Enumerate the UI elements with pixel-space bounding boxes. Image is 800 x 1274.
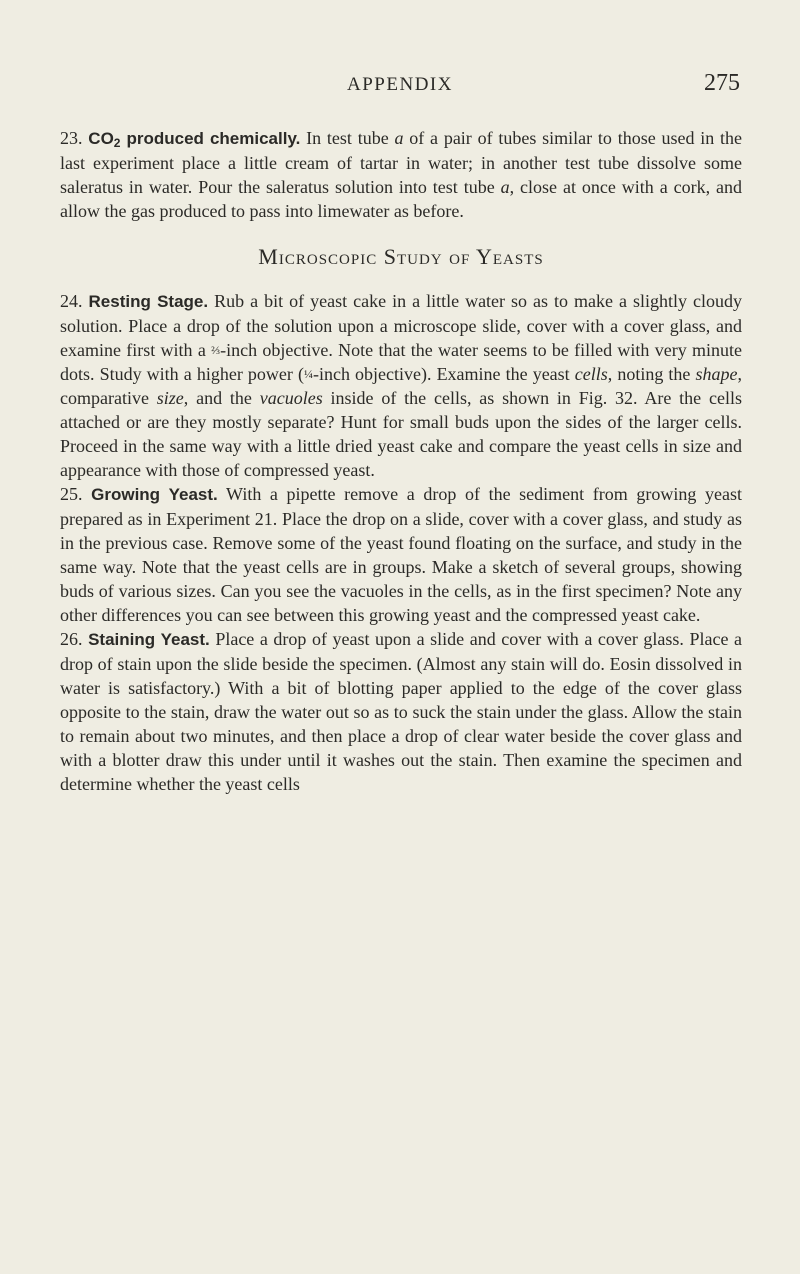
experiment-heading: Staining Yeast. [88,630,210,649]
experiment-heading: $CO_2$ produced chemically. [88,129,301,150]
experiment-number: 24. [60,291,83,311]
running-head [60,70,740,104]
experiment-text: In test tube a of a pair of tubes similar to those used in the last experiment place a little cream of tartar in water; in another test tube dissolve some saleratus in water. Pour the saleratus solution into test tube a, close at once with a cork, and allow the gas produced to pass into limewater as before. [60,128,743,221]
experiment-heading: Growing Yeast. [91,485,218,504]
body-text [60,126,742,796]
section-title: Microscopic Study of Yeasts [258,244,544,269]
experiment-number: 23. [60,128,83,148]
experiment-24 [60,289,742,482]
experiment-number: 26. [60,629,83,649]
experiment-25 [60,482,742,627]
running-head-title: APPENDIX [347,74,453,95]
experiment-23 [60,126,742,223]
experiment-text: Rub a bit of yeast cake in a little water so as to make a slightly cloudy solution. Place a drop of the solution upon a microscope slide, cover with a cover glass, and examine first with a ⅔-inch objective. Note that the water seems to be filled with very minute dots. Study with a higher power (¼-inch objective). Examine the yeast cells, noting the shape, comparative size, and the vacuoles inside of the cells, as shown in Fig. 32. Are the cells attached or are they mostly separate? Hunt for small buds upon the sides of the larger cells. Proceed in the same way with a little dried yeast cake and compare the yeast cells in size and appearance with those of compressed yeast. [60,291,743,480]
experiment-text: Place a drop of yeast upon a slide and cover with a cover glass. Place a drop of stain upon the slide beside the specimen. (Almost any stain will do. Eosin dissolved in water is satisfactory.) With a bit of blotting paper applied to the edge of the cover glass opposite to the stain, draw the water out so as to suck the stain under the glass. Allow the stain to remain about two minutes, and then place a drop of clear water beside the cover glass and with a blotter draw this under until it washes out the stain. Then examine the specimen and determine whether the yeast cells [60,629,743,794]
experiment-26 [60,627,742,796]
experiment-heading: Resting Stage. [88,292,209,311]
experiment-number: 25. [60,484,83,504]
experiment-text: With a pipette remove a drop of the sediment from growing yeast prepared as in Experiment 21. Place the drop on a slide, cover with a cover glass, and study as in the previous case. Remove some of the yeast found floating on the surface, and study in the same way. Note that the yeast cells are in groups. Make a sketch of several groups, showing buds of various sizes. Can you see the vacuoles in the cells, as in the first specimen? Note any other differences you can see between this growing yeast and the compressed yeast cake. [60,484,742,625]
page-number: 275 [704,70,740,96]
